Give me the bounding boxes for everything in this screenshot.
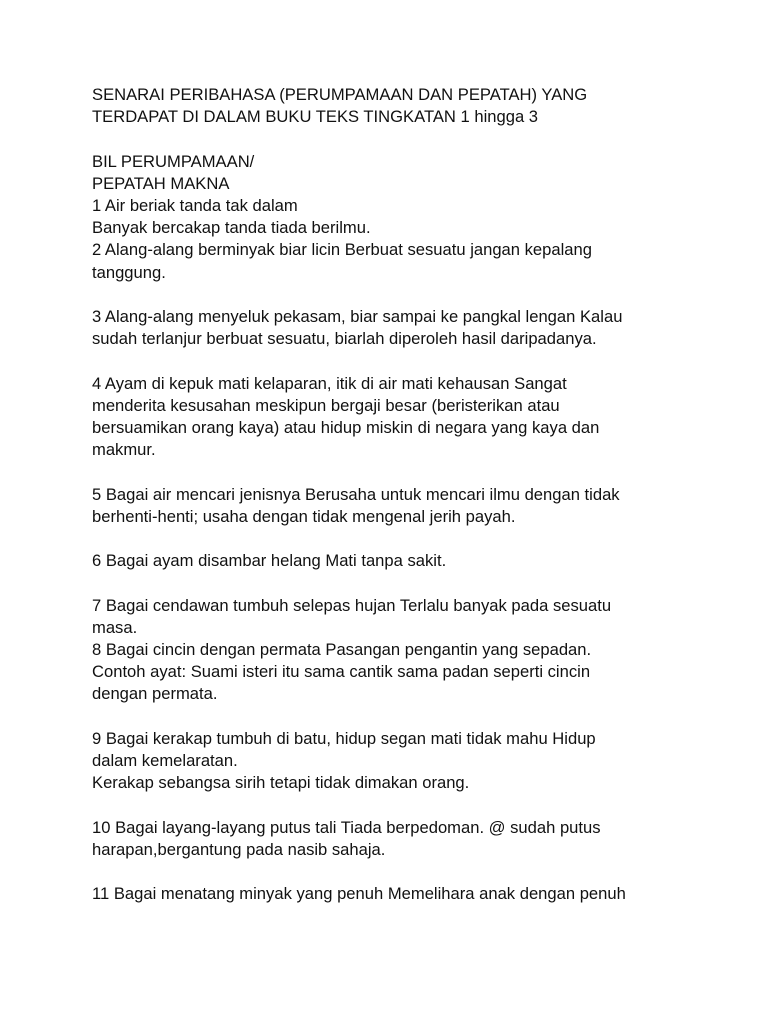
title-line: SENARAI PERIBAHASA (PERUMPAMAAN DAN PEPATAH) YANG (92, 85, 588, 104)
entry-line: 2 Alang-alang berminyak biar licin Berbuat sesuatu jangan kepalang (92, 240, 592, 260)
entry-line: 4 Ayam di kepuk mati kelaparan, itik di air mati kehausan Sangat (92, 373, 567, 393)
document-page (92, 84, 732, 905)
header-line: PEPATAH MAKNA (92, 173, 230, 193)
entry-11 (92, 883, 732, 905)
paragraph-gap (92, 861, 732, 883)
paragraph-gap (92, 706, 732, 728)
entry-7 (92, 595, 732, 639)
entry-1 (92, 195, 732, 239)
entry-line: 5 Bagai air mencari jenisnya Berusaha untuk mencari ilmu dengan tidak (92, 484, 620, 504)
entry-line: 1 Air beriak tanda tak dalam (92, 196, 298, 215)
entry-line: Contoh ayat: Suami isteri itu sama cantik sama padan seperti cincin (92, 662, 591, 682)
entry-line: 6 Bagai ayam disambar helang Mati tanpa sakit. (92, 551, 447, 571)
entry-line: 8 Bagai cincin dengan permata Pasangan pengantin yang sepadan. (92, 639, 592, 659)
entry-line: dengan permata. (92, 684, 218, 704)
entry-4 (92, 373, 732, 462)
entry-line: makmur. (92, 440, 156, 460)
entry-line: 10 Bagai layang-layang putus tali Tiada berpedoman. @ sudah putus (92, 817, 601, 837)
entry-line: harapan,bergantung pada nasib sahaja. (92, 839, 386, 859)
entry-line: berhenti-henti; usaha dengan tidak mengenal jerih payah. (92, 506, 516, 526)
paragraph-gap (92, 572, 732, 594)
entry-5 (92, 484, 732, 528)
paragraph-gap (92, 528, 732, 550)
entry-line: Kerakap sebangsa sirih tetapi tidak dimakan orang. (92, 773, 470, 793)
entry-3 (92, 306, 732, 350)
entry-6 (92, 550, 732, 572)
entry-line: menderita kesusahan meskipun bergaji besar (beristerikan atau (92, 395, 560, 415)
entry-line: masa. (92, 617, 138, 637)
entry-line: tanggung. (92, 262, 166, 282)
entry-line: 9 Bagai kerakap tumbuh di batu, hidup segan mati tidak mahu Hidup (92, 728, 596, 748)
entry-line: 3 Alang-alang menyeluk pekasam, biar sampai ke pangkal lengan Kalau (92, 307, 623, 326)
entry-line: 11 Bagai menatang minyak yang penuh Memelihara anak dengan penuh (92, 884, 626, 904)
paragraph-gap (92, 128, 732, 150)
title-line: TERDAPAT DI DALAM BUKU TEKS TINGKATAN 1 hingga 3 (92, 107, 539, 127)
entry-line: Banyak bercakap tanda tiada berilmu. (92, 218, 371, 238)
entry-line: bersuamikan orang kaya) atau hidup miskin di negara yang kaya dan (92, 418, 600, 437)
entry-line: 7 Bagai cendawan tumbuh selepas hujan Terlalu banyak pada sesuatu (92, 595, 612, 615)
entry-line: dalam kemelaratan. (92, 750, 238, 770)
paragraph-gap (92, 461, 732, 483)
entry-10 (92, 817, 732, 861)
header-line: BIL PERUMPAMAAN/ (92, 151, 255, 171)
entry-9 (92, 728, 732, 795)
entry-8 (92, 639, 732, 706)
entry-line: sudah terlanjur berbuat sesuatu, biarlah diperoleh hasil daripadanya. (92, 329, 597, 349)
column-header (92, 151, 732, 195)
document-title (92, 84, 732, 128)
paragraph-gap (92, 794, 732, 816)
entry-2 (92, 239, 732, 283)
paragraph-gap (92, 350, 732, 372)
paragraph-gap (92, 284, 732, 306)
